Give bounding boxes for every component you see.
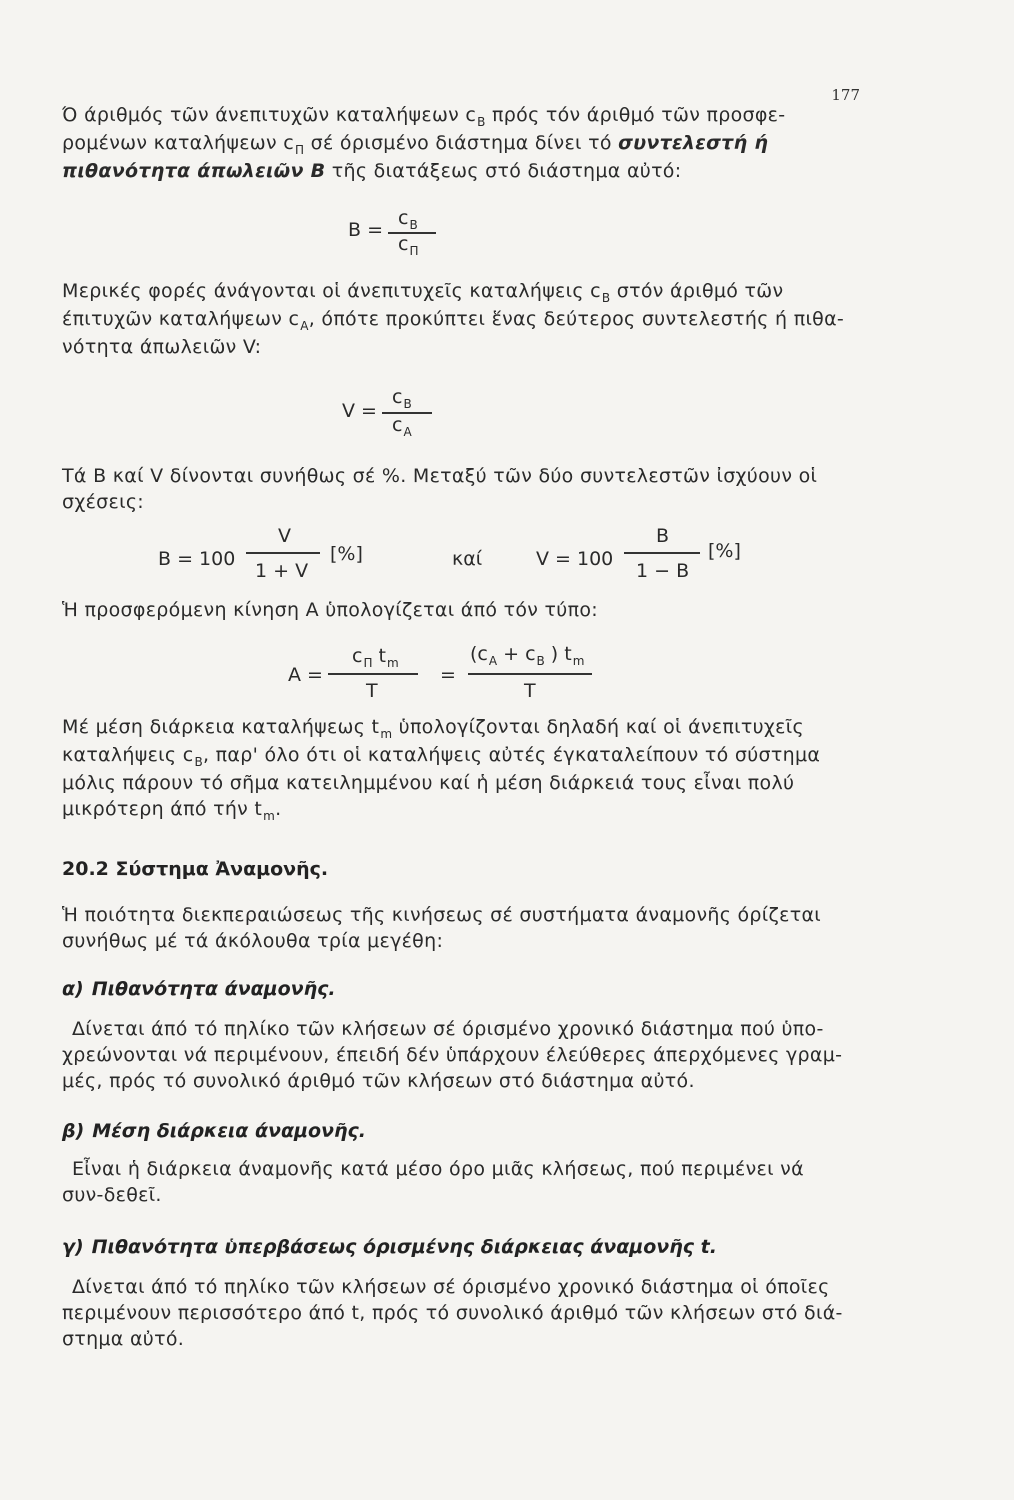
fraction-bar bbox=[328, 673, 418, 675]
paragraph-offered-traffic: Ἡ προσφερόμενη κίνηση A ὑπολογίζεται άπό τόν τύπο: bbox=[62, 599, 598, 621]
section-heading: 20.2 Σύστημα Ἀναμονῆς. bbox=[62, 858, 329, 880]
paragraph-mean-duration: Μέ μέση διάρκεια καταλήψεως $t_m$ ὑπολογίζονται δηλαδή καί οἱ άνεπιτυχεῖς καταλήψεις $c_B$, παρ' όλο ότι οἱ καταλήψεις αὐτές έγκαταλείπουν τό σύστημα μόλις πάρουν τό σῆμα κατειλημμένου καί ἡ μέση διάρκειά τους εἶναι πολύ μικρότερη άπό τήν $t_m$. bbox=[62, 716, 821, 823]
paragraph-quality-measures: Ἡ ποιότητα διεκπεραιώσεως τῆς κινήσεως σέ συστήματα άναμονῆς όρίζεται συνήθως μέ τά άκόλουθα τρία μεγέθη: bbox=[62, 904, 822, 952]
paragraph-relations: Τά B καί V δίνονται συνήθως σέ %. Μεταξύ τῶν δύο συντελεστῶν ἰσχύουν οἱ σχέσεις: bbox=[62, 465, 818, 513]
term-loss-coefficient: συντελεστή ή πιθανότητα άπωλειῶν B bbox=[62, 132, 769, 182]
item-heading-alpha: α) Πιθανότητα άναμονῆς. bbox=[62, 978, 336, 1000]
item-body-beta: Εἶναι ἡ διάρκεια άναμονῆς κατά μέσο όρο μιᾶς κλήσεως, πού περιμένει νά συν-δεθεῖ. bbox=[62, 1158, 804, 1206]
paragraph-second-coefficient: Μερικές φορές άνάγονται οἱ άνεπιτυχεῖς καταλήψεις $c_B$ στόν άριθμό τῶν έπιτυχῶν καταλήψεων $c_A$, όπότε προκύπτει ἕνας δεύτερος συντελεστής ή πιθα-νότητα άπωλειῶν V: bbox=[62, 280, 845, 358]
item-body-alpha: Δίνεται άπό τό πηλίκο τῶν κλήσεων σέ όρισμένο χρονικό διάστημα πού ὑπο-χρεώνονται νά περιμένουν, έπειδή δέν ὑπάρχουν έλεύθερες άπερχόμενες γραμ-μές, πρός τό συνολικό άριθμό τῶν κλήσεων στό διάστημα αὐτό. bbox=[62, 1018, 843, 1092]
paragraph-loss-probability: Ό άριθμός τῶν άνεπιτυχῶν καταλήψεων $c_B$ πρός τόν άριθμό τῶν προσφε-ρομένων καταλήψεων $c_\Pi$ σέ όρισμένο διάστημα δίνει τό συντελεστή ή πιθανότητα άπωλειῶν B τῆς διατάξεως στό διάστημα αὐτό: bbox=[62, 104, 786, 182]
item-body-gamma: Δίνεται άπό τό πηλίκο τῶν κλήσεων σέ όρισμένο χρονικό διάστημα οἱ όποῖες περιμένουν περισσότερο άπό t, πρός τό συνολικό άριθμό τῶν κλήσεων στό διά-στημα αὐτό. bbox=[62, 1276, 843, 1350]
fraction-bar bbox=[246, 552, 320, 554]
fraction-bar bbox=[468, 673, 592, 675]
document-page: 177 Ό άριθμός τῶν άνεπιτυχῶν καταλήψεων $c_B$ πρός τόν άριθμό τῶν προσφε-ρομένων καταλήψεων $c_\Pi$ σέ όρισμένο διάστημα δίνει τό συντελεστή ή πιθανότητα άπωλειῶν B τῆς διατάξεως στό διάστημα αὐτό: B = $c_B$ $c_\Pi$ Μερικές φορές άνάγονται οἱ άνεπιτυχεῖς καταλήψεις $c_B$ στόν άριθμό τῶν έπιτυχῶν καταλήψεων $c_A$, όπότε προκύπτει ἕνας δεύτερος συντελεστής ή πιθα-νότητα άπωλειῶν V: V = $c_B$ $c_A$ Τά B καί V δίνονται συνήθως σέ %. Μεταξύ τῶν δύο συντελεστῶν ἰσχύουν οἱ σχέσεις: B = 100 V 1 + V [%] καί V = 100 B 1 − B [%] Ἡ προσφερόμενη κίνηση A ὑπολογίζεται άπό τόν τύπο: A = $c_\Pi$ $t_m$ T = ($c_A + c_B$ ) $t_m$ T Μέ μέση διάρκεια καταλήψεως $t_m$ ὑπολογίζονται δηλαδή καί οἱ άνεπιτυχεῖς καταλήψεις $c_B$, παρ' όλο ότι οἱ καταλήψεις αὐτές έγκαταλείπουν τό σύστημα μόλις πάρουν τό σῆμα κατειλημμένου καί ἡ μέση διάρκειά τους εἶναι πολύ μικρότερη άπό τήν $t_m$. 20.2 Σύστημα Ἀναμονῆς. Ἡ ποιότητα διεκπεραιώσεως τῆς κινήσεως σέ συστήματα άναμονῆς όρίζεται συνήθως μέ τά άκόλουθα τρία μεγέθη: α) Πιθανότητα άναμονῆς. Δίνεται άπό τό πηλίκο τῶν κλήσεων σέ όρισμένο χρονικό διάστημα πού ὑπο-χρεώνονται νά περιμένουν, έπειδή δέν ὑπάρχουν έλεύθερες άπερχόμενες γραμ-μές, πρός τό συνολικό άριθμό τῶν κλήσεων στό διάστημα αὐτό. β) Μέση διάρκεια άναμονῆς. Εἶναι ἡ διάρκεια άναμονῆς κατά μέσο όρο μιᾶς κλήσεως, πού περιμένει νά συν-δεθεῖ. γ) Πιθανότητα ὑπερβάσεως όρισμένης διάρκειας άναμονῆς t. Δίνεται άπό τό πηλίκο τῶν κλήσεων σέ όρισμένο χρονικό διάστημα οἱ όποῖες περιμένουν περισσότερο άπό t, πρός τό συνολικό άριθμό τῶν κλήσεων στό διά-στημα αὐτό. bbox=[62, 86, 860, 1350]
page-number: 177 bbox=[831, 86, 860, 104]
fraction-bar bbox=[624, 552, 700, 554]
item-heading-gamma: γ) Πιθανότητα ὑπερβάσεως όρισμένης διάρκειας άναμονῆς t. bbox=[62, 1236, 717, 1258]
item-heading-beta: β) Μέση διάρκεια άναμονῆς. bbox=[62, 1120, 367, 1142]
